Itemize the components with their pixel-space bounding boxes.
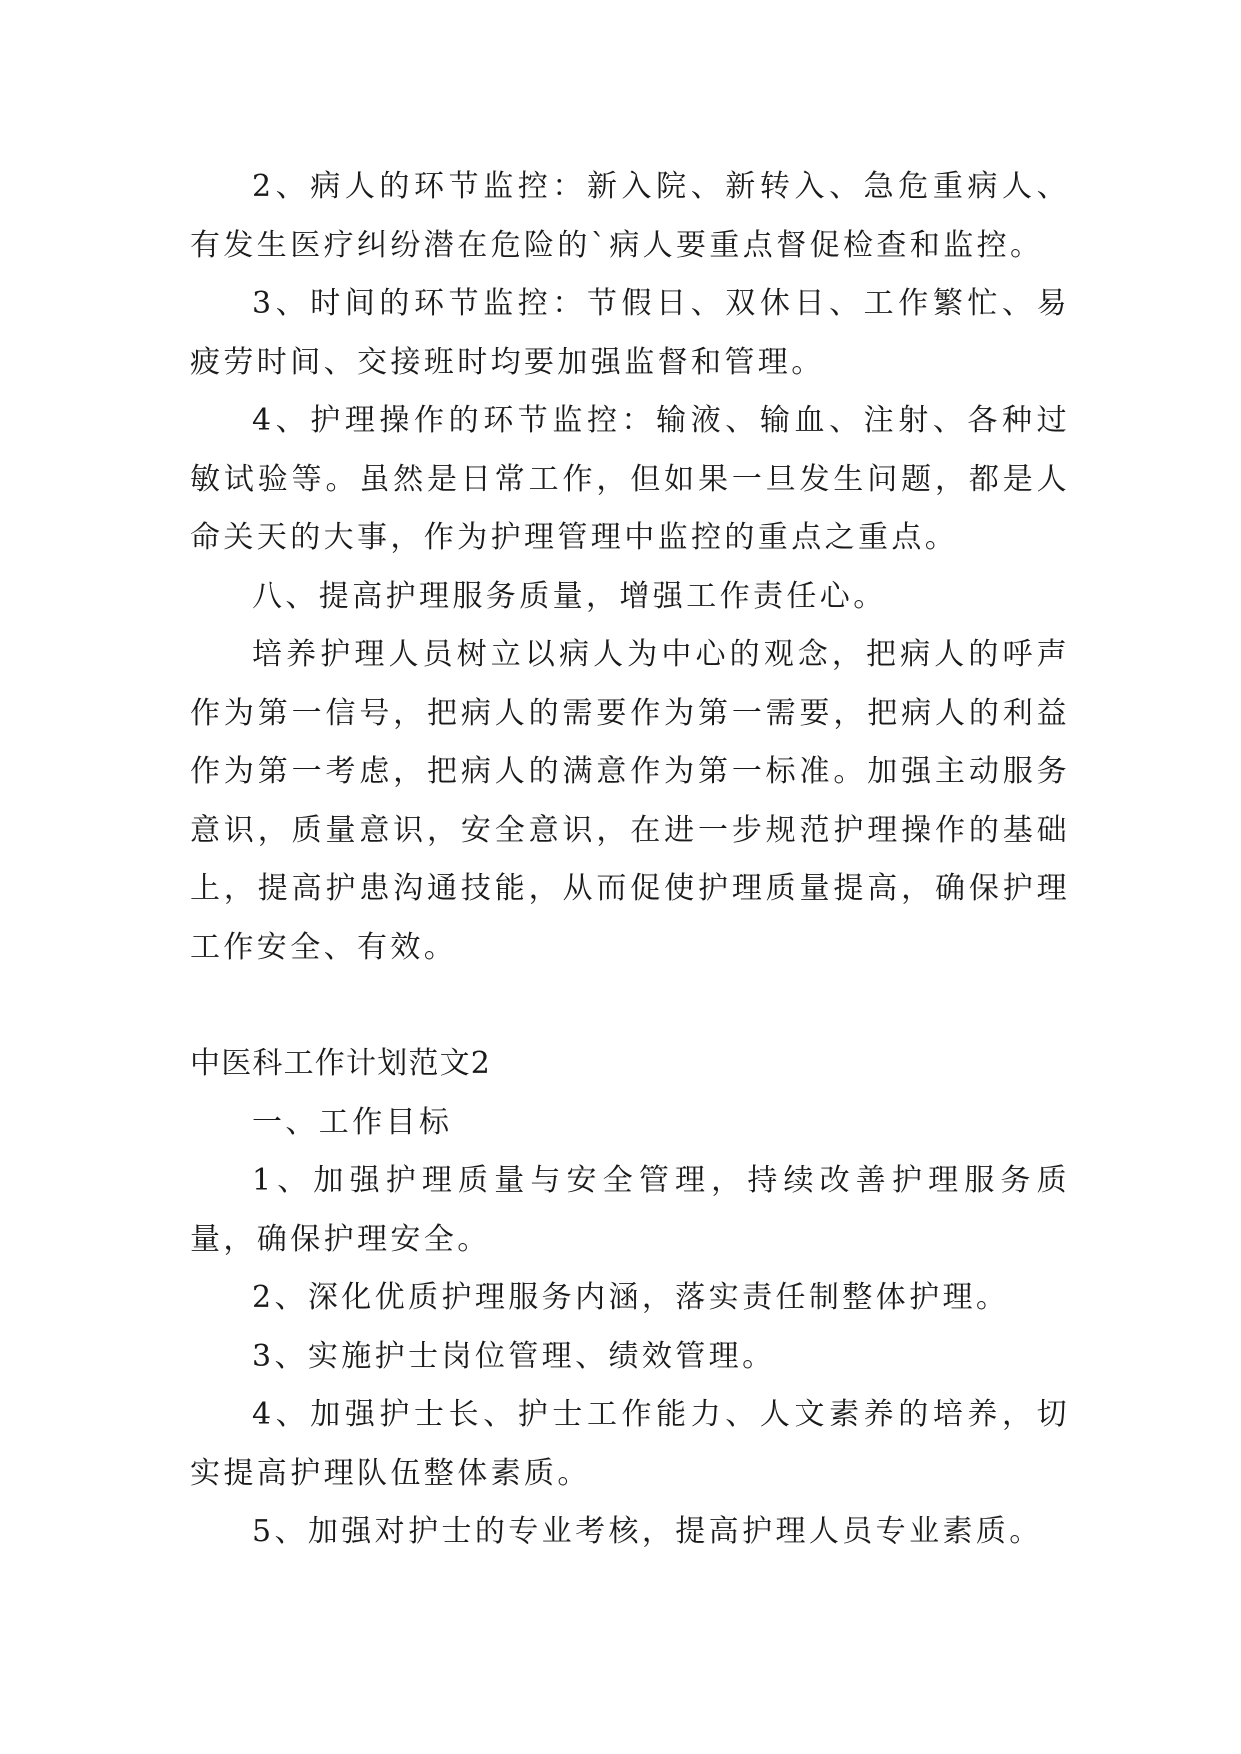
document-body <box>190 158 1070 1562</box>
goal-item-2: 2、深化优质护理服务内涵，落实责任制整体护理。 <box>252 1280 1010 1315</box>
goal-item-3: 3、实施护士岗位管理、绩效管理。 <box>252 1338 776 1374</box>
paragraph-operation-monitoring: 4、护理操作的环节监控：输液、输血、注射、各种过敏试验等。虽然是日常工作，但如果一旦发生问题，都是人命关天的大事，作为护理管理中监控的重点之重点。 <box>190 403 1070 555</box>
section-spacer <box>190 977 1070 1035</box>
goal-item-4: 4、加强护士长、护士工作能力、人文素养的培养，切实提高护理队伍整体素质。 <box>190 1397 1070 1491</box>
goal-item-5: 5、加强对护士的专业考核，提高护理人员专业素质。 <box>252 1514 1043 1549</box>
paragraph-time-monitoring: 3、时间的环节监控：节假日、双休日、工作繁忙、易疲劳时间、交接班时均要加强监督和管理。 <box>190 286 1070 380</box>
goal-item-1: 1、加强护理质量与安全管理，持续改善护理服务质量，确保护理安全。 <box>190 1163 1070 1257</box>
subheading-work-goals: 一、工作目标 <box>252 1104 453 1140</box>
paragraph-patient-monitoring: 2、病人的环节监控：新入院、新转入、急危重病人、有发生医疗纠纷潜在危险的`病人要重点督促检查和监控。 <box>190 169 1070 263</box>
document-title-plan-2: 中医科工作计划范文2 <box>190 1046 492 1081</box>
paragraph-patient-centered: 培养护理人员树立以病人为中心的观念，把病人的呼声作为第一信号，把病人的需要作为第一需要，把病人的利益作为第一考虑，把病人的满意作为第一标准。加强主动服务意识，质量意识，安全意识，在进一步规范护理操作的基础上，提高护患沟通技能，从而促使护理质量提高，确保护理工作安全、有效。 <box>190 637 1070 965</box>
section-heading-service-quality: 八、提高护理服务质量，增强工作责任心。 <box>252 578 887 614</box>
